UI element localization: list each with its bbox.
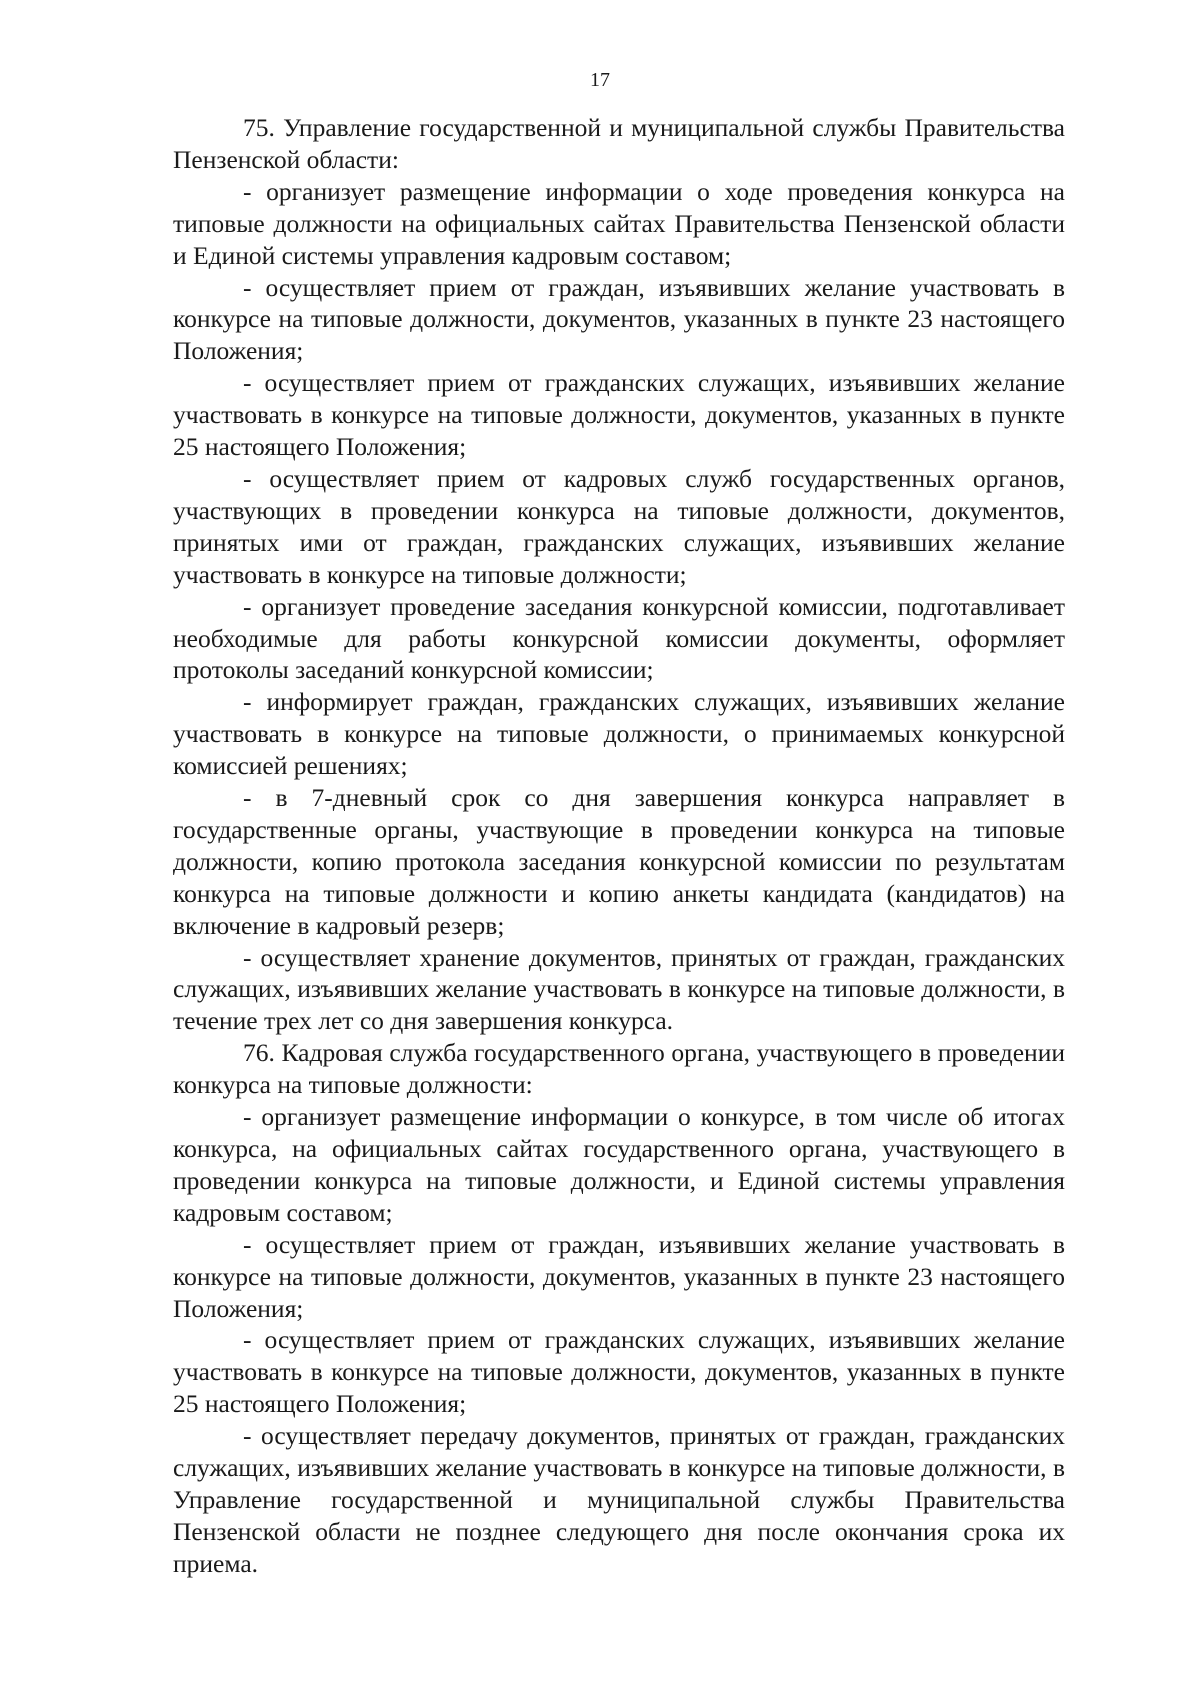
paragraph-75-item-3: - осуществляет прием от гражданских служащих, изъявивших желание участвовать в конкурсе на типовые должности, документов, указанных в пункте 25 настоящего Положения;: [173, 368, 1065, 462]
paragraph-76-item-1: - организует размещение информации о конкурсе, в том числе об итогах конкурса, на официальных сайтах государственного органа, участвующего в проведении конкурса на типовые должности, и Единой системы управления кадровым составом;: [173, 1102, 1065, 1227]
document-body: [173, 112, 1065, 1580]
paragraph-75-item-5: - организует проведение заседания конкурсной комиссии, подготавливает необходимые для работы конкурсной комиссии документы, оформляет протоколы заседаний конкурсной комиссии;: [173, 591, 1065, 685]
paragraph-75-item-8: - осуществляет хранение документов, принятых от граждан, гражданских служащих, изъявивших желание участвовать в конкурсе на типовые должности, в течение трех лет со дня завершения конкурса.: [173, 942, 1065, 1036]
paragraph-75-item-1: - организует размещение информации о ходе проведения конкурса на типовые должности на официальных сайтах Правительства Пензенской области и Единой системы управления кадровым составом;: [173, 176, 1065, 270]
page-number: 17: [590, 69, 610, 91]
paragraph-75-item-6: - информирует граждан, гражданских служащих, изъявивших желание участвовать в конкурсе на типовые должности, о принимаемых конкурсной комиссией решениях;: [173, 687, 1065, 781]
paragraph-76-item-4: - осуществляет передачу документов, принятых от граждан, гражданских служащих, изъявивших желание участвовать в конкурсе на типовые должности, в Управление государственной и муниципальной службы Правительства Пензенской области не позднее следующего дня после окончания срока их приема.: [173, 1421, 1065, 1578]
paragraph-75-item-7: - в 7-дневный срок со дня завершения конкурса направляет в государственные органы, участвующие в проведении конкурса на типовые должности, копию протокола заседания конкурсной комиссии по результатам конкурса на типовые должности и копию анкеты кандидата (кандидатов) на включение в кадровый резерв;: [173, 783, 1065, 940]
paragraph-76-item-3: - осуществляет прием от гражданских служащих, изъявивших желание участвовать в конкурсе на типовые должности, документов, указанных в пункте 25 настоящего Положения;: [173, 1325, 1065, 1419]
paragraph-76-item-2: - осуществляет прием от граждан, изъявивших желание участвовать в конкурсе на типовые должности, документов, указанных в пункте 23 настоящего Положения;: [173, 1229, 1065, 1323]
paragraph-76-heading: 76. Кадровая служба государственного органа, участвующего в проведении конкурса на типовые должности:: [173, 1038, 1065, 1100]
paragraph-75-item-4: - осуществляет прием от кадровых служб государственных органов, участвующих в проведении конкурса на типовые должности, документов, принятых ими от граждан, гражданских служащих, изъявивших желание участвовать в конкурсе на типовые должности;: [173, 463, 1065, 589]
paragraph-75-heading: 75. Управление государственной и муниципальной службы Правительства Пензенской области:: [173, 113, 1065, 174]
paragraph-75-item-2: - осуществляет прием от граждан, изъявивших желание участвовать в конкурсе на типовые должности, документов, указанных в пункте 23 настоящего Положения;: [173, 272, 1065, 366]
